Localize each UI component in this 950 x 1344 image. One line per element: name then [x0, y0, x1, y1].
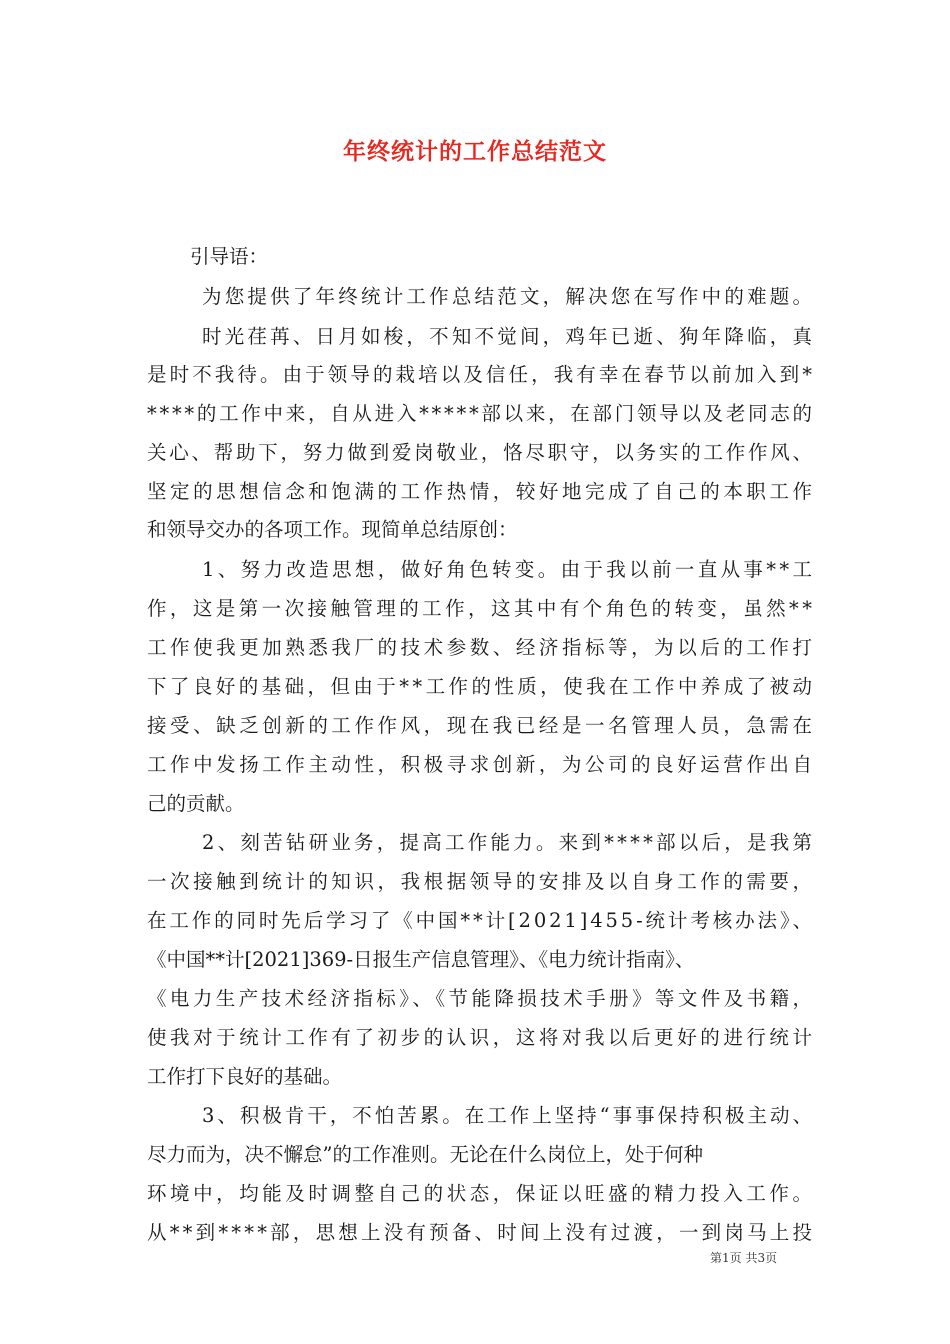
- text-line: 关心、帮助下，努力做到爱岗敬业，恪尽职守，以务实的工作作风、: [147, 441, 815, 464]
- text-line: 下了良好的基础，但由于**工作的性质，使我在工作中养成了被动: [147, 675, 816, 698]
- text-line: 在工作的同时先后学习了《中国**计[2021]455-统计考核办法》、: [147, 909, 815, 932]
- text-line: 己的贡献。: [147, 792, 245, 815]
- text-line: 环境中，均能及时调整自己的状态，保证以旺盛的精力投入工作。: [147, 1182, 816, 1205]
- text-line: 3、积极肯干，不怕苦累。在工作上坚持“事事保持积极主动、: [202, 1104, 815, 1127]
- text-line: 一次接触到统计的知识，我根据领导的安排及以自身工作的需要，: [147, 870, 816, 893]
- page-footer: 第1页 共3页: [710, 1251, 778, 1265]
- text-line: ****的工作中来，自从进入*****部以来，在部门领导以及老同志的: [147, 402, 815, 425]
- document-title: 年终统计的工作总结范文: [343, 139, 607, 165]
- text-line: 从**到****部，思想上没有预备、时间上没有过渡，一到岗马上投: [147, 1221, 816, 1244]
- text-line: 2、刻苦钻研业务，提高工作能力。来到****部以后，是我第: [202, 831, 816, 854]
- text-line: 1、努力改造思想，做好角色转变。由于我以前一直从事**工: [202, 558, 816, 581]
- text-line: 引导语：: [190, 245, 269, 268]
- text-line: 是时不我待。由于领导的栽培以及信任，我有幸在春节以前加入到*: [147, 363, 816, 386]
- text-line: 工作使我更加熟悉我厂的技术参数、经济指标等，为以后的工作打: [147, 636, 816, 659]
- text-line: 作，这是第一次接触管理的工作，这其中有个角色的转变，虽然**: [147, 597, 816, 620]
- text-line: 坚定的思想信念和饱满的工作热情，较好地完成了自己的本职工作: [147, 480, 816, 503]
- text-line: 和领导交办的各项工作。现简单总结原创：: [147, 518, 518, 541]
- text-line: 工作中发扬工作主动性，积极寻求创新，为公司的良好运营作出自: [147, 753, 816, 776]
- text-line: 使我对于统计工作有了初步的认识，这将对我以后更好的进行统计: [147, 1026, 816, 1049]
- text-line: 接受、缺乏创新的工作作风，现在我已经是一名管理人员，急需在: [147, 714, 816, 737]
- text-line: 为您提供了年终统计工作总结范文，解决您在写作中的难题。: [202, 285, 816, 308]
- text-line: 《电力生产技术经济指标》、《节能降损技术手册》等文件及书籍，: [147, 987, 816, 1010]
- text-line: 《中国**计[2021]369-日报生产信息管理》、《电力统计指南》、: [147, 948, 695, 971]
- text-line: 时光荏苒、日月如梭，不知不觉间，鸡年已逝、狗年降临，真: [202, 325, 816, 348]
- text-line: 尽力而为，决不懈怠”的工作准则。无论在什么岗位上，处于何种: [147, 1143, 703, 1166]
- text-line: 工作打下良好的基础。: [147, 1065, 343, 1088]
